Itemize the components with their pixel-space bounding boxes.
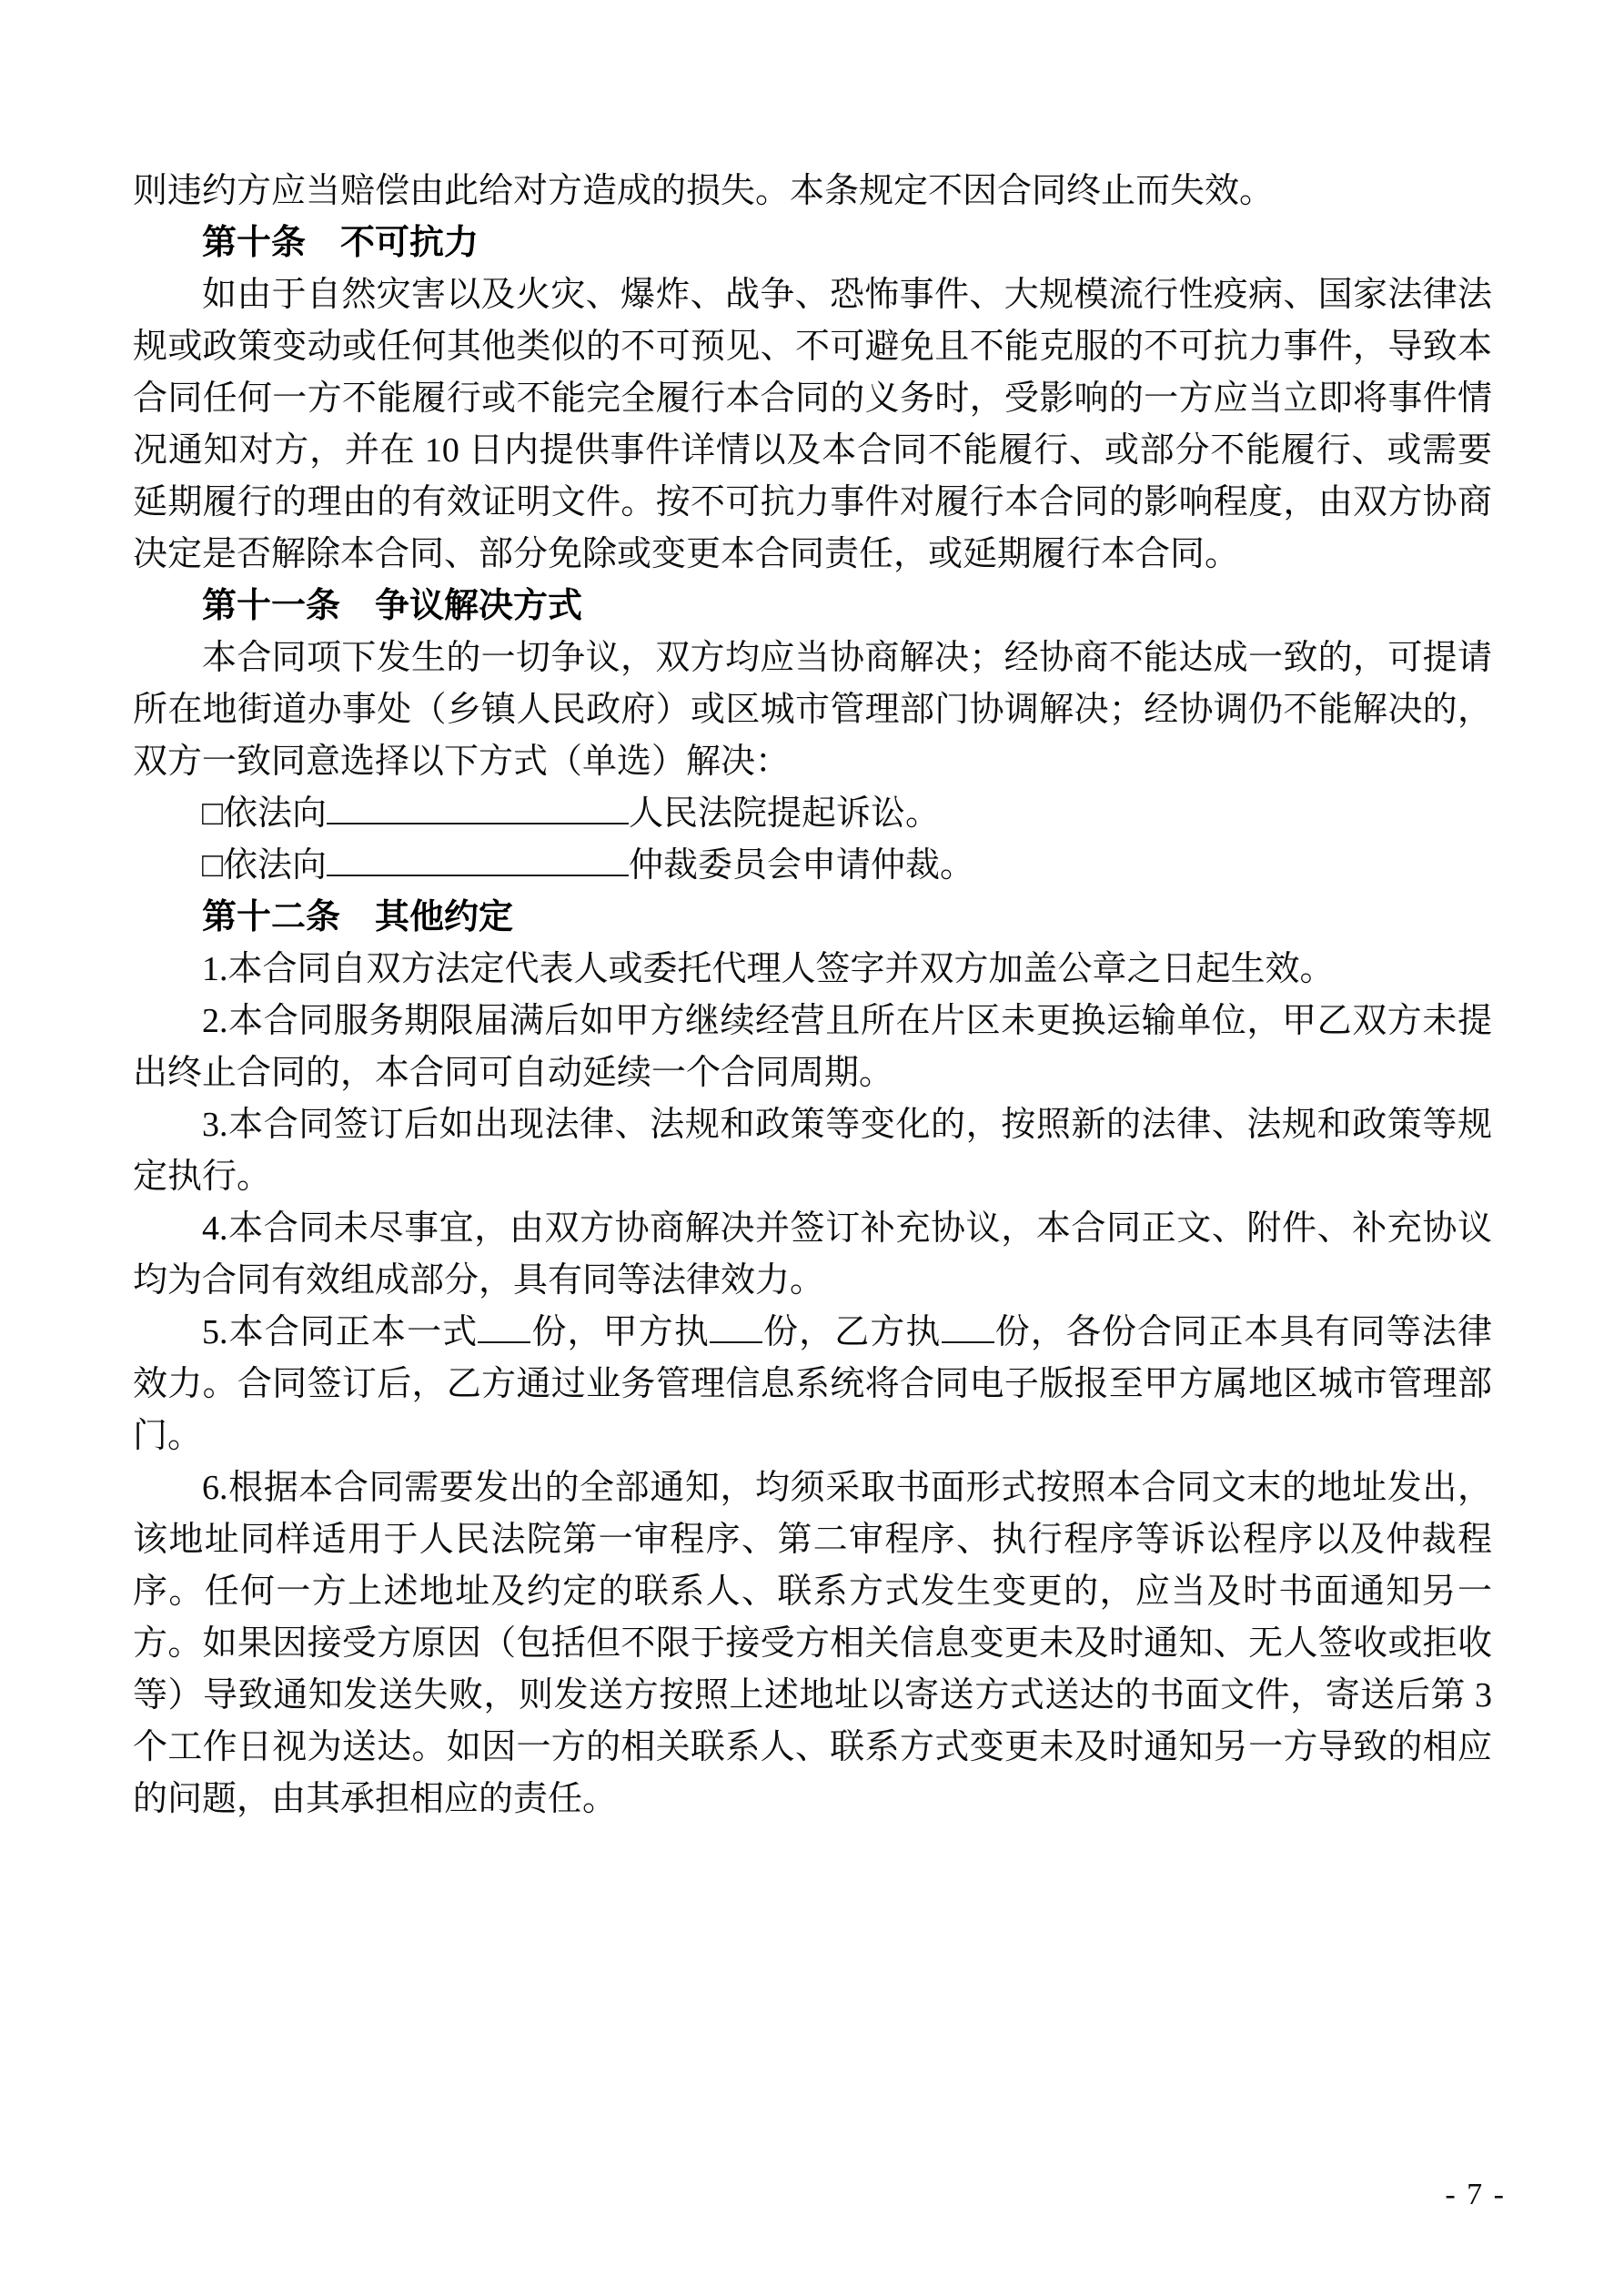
item5-segment-1: 5.本合同正本一式 (202, 1313, 479, 1351)
court-name-blank (327, 794, 629, 824)
article-11-body: 本合同项下发生的一切争议，双方均应当协商解决；经协商不能达成一致的，可提请所在地街道办事处（乡镇人民政府）或区城市管理部门协调解决；经协调仍不能解决的，双方一致同意选择以下方式（单选）解决： (133, 639, 1492, 781)
article-11-heading: 第十一条 争议解决方式 (202, 587, 583, 625)
article-10-body: 如由于自然灾害以及火灾、爆炸、战争、恐怖事件、大规模流行性疫病、国家法律法规或政策变动或任何其他类似的不可预见、不可避免且不能克服的不可抗力事件，导致本合同任何一方不能履行或不能完全履行本合同的义务时，受影响的一方应当立即将事件情况通知对方，并在 10 日内提供事件详情以及本合同不能履行、或部分不能履行、或需要延期履行的理由的有效证明文件。按不可抗力事件对履行本合同的影响程度，由双方协商决定是否解除本合同、部分免除或变更本合同责任，或延期履行本合同。 (133, 276, 1492, 573)
litigation-option-prefix: 依法向 (222, 794, 327, 833)
article-12-item-6: 6.根据本合同需要发出的全部通知，均须采取书面形式按照本合同文末的地址发出，该地址同样适用于人民法院第一审程序、第二审程序、执行程序等诉讼程序以及仲裁程序。任何一方上述地址及约定的联系人、联系方式发生变更的，应当及时书面通知另一方。如果因接受方原因（包括但不限于接受方相关信息变更未及时通知、无人签收或拒收等）导致通知发送失败，则发送方按照上述地址以寄送方式送达的书面文件，寄送后第 3 个工作日视为送达。如因一方的相关联系人、联系方式变更未及时通知另一方导致的相应的问题，由其承担相应的责任。 (133, 1469, 1492, 1818)
arbitration-option-prefix: 依法向 (222, 846, 327, 885)
copies-total-blank (478, 1312, 530, 1343)
article-10-heading: 第十条 不可抗力 (202, 224, 479, 262)
item5-segment-4: 份，各份合同正本具有同等法律效力。合同签订后，乙方通过业务管理信息系统将合同电子版报至甲方属地区城市管理部门。 (133, 1313, 1492, 1455)
litigation-option-suffix: 人民法院提起诉讼。 (628, 794, 940, 833)
contract-text (133, 166, 1492, 1826)
article-12-item-4: 4.本合同未尽事宜，由双方协商解决并签订补充协议，本合同正文、附件、补充协议均为合同有效组成部分，具有同等法律效力。 (133, 1209, 1492, 1300)
article-12-heading: 第十二条 其他约定 (202, 898, 514, 936)
dispute-option-arbitration (133, 840, 1492, 892)
arbitration-committee-blank (327, 845, 629, 876)
arbitration-option-suffix: 仲裁委员会申请仲裁。 (628, 846, 974, 885)
dispute-option-litigation (133, 788, 1492, 840)
copies-party-b-blank (942, 1312, 994, 1343)
carryover-paragraph: 则违约方应当赔偿由此给对方造成的损失。本条规定不因合同终止而失效。 (133, 172, 1275, 210)
article-12-item-3: 3.本合同签订后如出现法律、法规和政策等变化的，按照新的法律、法规和政策等规定执行。 (133, 1106, 1492, 1196)
article-12-item-5 (133, 1307, 1492, 1462)
litigation-checkbox-icon: □ (202, 794, 223, 833)
copies-party-a-blank (710, 1312, 762, 1343)
page-number: - 7 - (1445, 2178, 1506, 2211)
arbitration-checkbox-icon: □ (202, 846, 223, 885)
item5-segment-2: 份，甲方执 (530, 1313, 710, 1351)
item5-segment-3: 份，乙方执 (762, 1313, 942, 1351)
article-12-item-2: 2.本合同服务期限届满后如甲方继续经营且所在片区未更换运输单位，甲乙双方未提出终止合同的，本合同可自动延续一个合同周期。 (133, 1002, 1492, 1092)
article-12-item-1: 1.本合同自双方法定代表人或委托代理人签字并双方加盖公章之日起生效。 (202, 950, 1335, 988)
